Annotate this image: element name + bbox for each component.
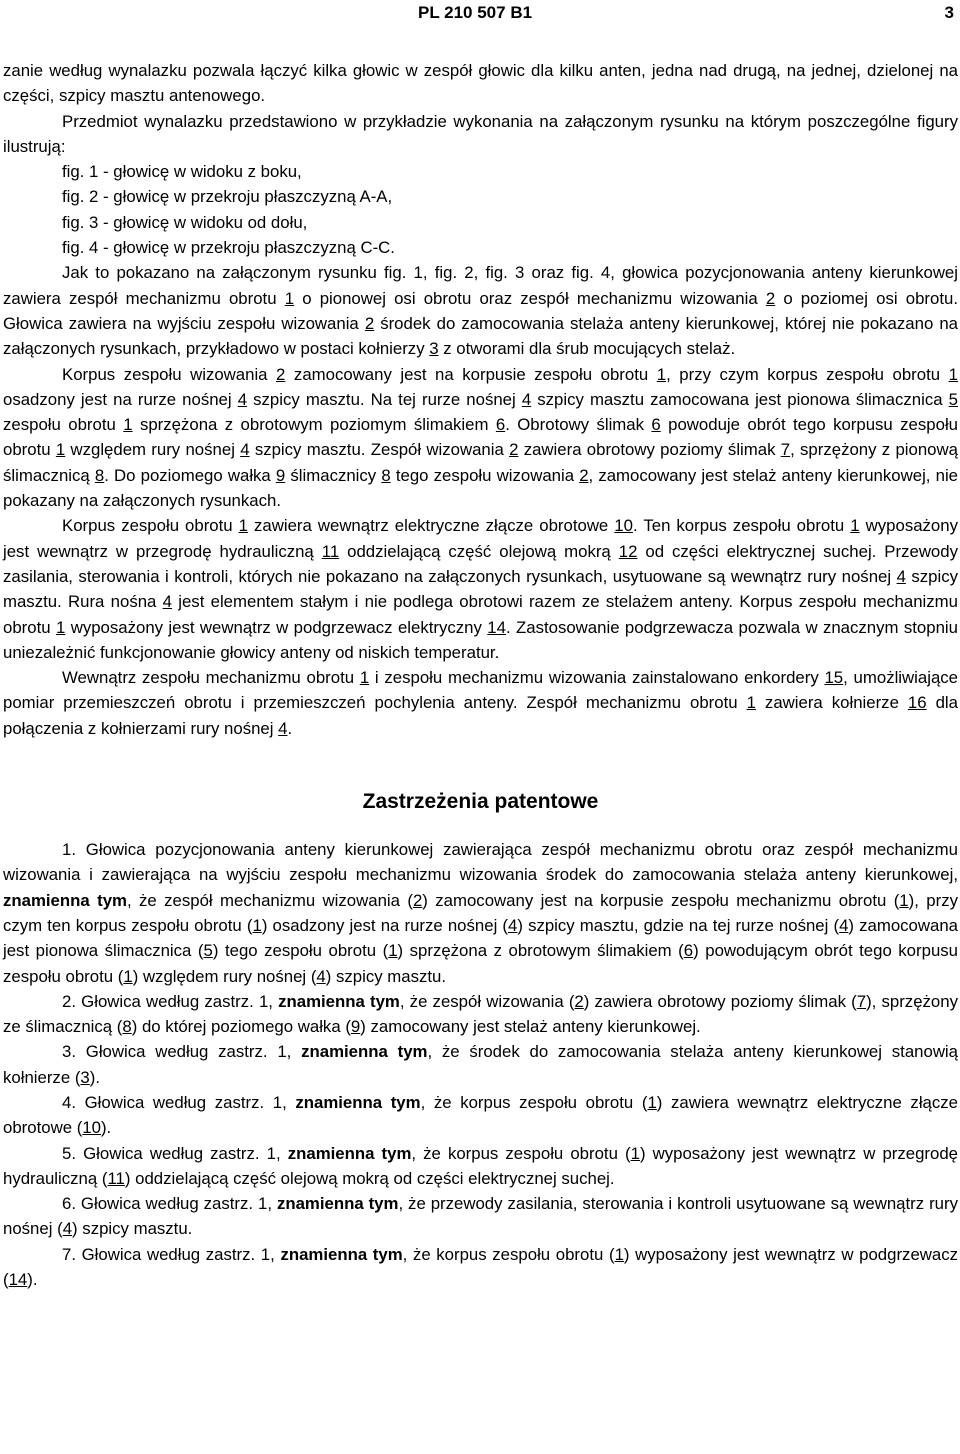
page-number: 3 — [944, 3, 954, 22]
reference-numeral: 6 — [683, 941, 694, 961]
figure-list-item: fig. 3 - głowicę w widoku od dołu, — [62, 212, 308, 232]
reference-numeral: 7 — [780, 440, 791, 460]
reference-numeral: 1 — [359, 668, 370, 688]
claim-2: 2. Głowica według zastrz. 1, znamienna tym, że zespół wizowania (2) zawiera obrotowy poziomy ślimak (7), sprzężony ze ślimacznicą (8) do której poziomego wałka (9) zamocowany jest stelaż anteny kierunkowej. — [3, 991, 958, 1037]
reference-numeral: 9 — [275, 465, 286, 485]
reference-numeral: 4 — [278, 718, 288, 738]
claim-1: 1. Głowica pozycjonowania anteny kierunkowej zawierająca zespół mechanizmu obrotu oraz zespół mechanizmu wizowania i zawierająca na wyjściu zespołu mechanizmu wizowania środek do zamocowania stelaża anteny kierunkowej, znamienna tym, że zespół mechanizmu wizowania (2) zamocowany jest na korpusie zespołu mechanizmu obrotu (1), przy czym ten korpus zespołu obrotu (1) osadzony jest na rurze nośnej (4) szpicy masztu, gdzie na tej rurze nośnej (4) zamocowana jest pionowa ślimacznica (5) tego zespołu obrotu (1) sprzężona z obrotowym ślimakiem (6) powodującym obrót tego korpusu zespołu obrotu (1) względem rury nośnej (4) szpicy masztu. — [3, 840, 959, 986]
reference-numeral: 11 — [107, 1168, 125, 1188]
figure-list-item: fig. 4 - głowicę w przekroju płaszczyzną C-C. — [62, 238, 395, 258]
reference-numeral: 12 — [618, 541, 638, 561]
reference-numeral: 4 — [896, 566, 906, 586]
reference-numeral: 6 — [651, 415, 661, 435]
reference-numeral: 10 — [614, 516, 633, 536]
reference-numeral: 3 — [80, 1067, 90, 1087]
reference-numeral: 2 — [276, 364, 286, 384]
paragraph-encoders: Wewnątrz zespołu mechanizmu obrotu 1 i zespołu mechanizmu wizowania zainstalowano enkordery 15, umożliwiające pomiar przemieszczeń obrotu i przemieszczeń pochylenia anteny. Zespół mechanizmu obrotu 1 zawiera kołnierze 16 dla połączenia z kołnierzami rury nośnej 4. — [3, 668, 959, 738]
reference-numeral: 5 — [203, 941, 213, 961]
reference-numeral: 1 — [899, 890, 909, 910]
paragraph-continuation: zanie według wynalazku pozwala łączyć kilka głowic w zespół głowic dla kilku anten, jedna nad drugą, na jednej, dzielonej na części, szpicy masztu antenowego. — [3, 61, 958, 106]
reference-numeral: 1 — [252, 915, 262, 935]
reference-numeral: 11 — [321, 541, 340, 561]
reference-numeral: 6 — [495, 415, 506, 435]
reference-numeral: 4 — [508, 915, 518, 935]
claims-heading: Zastrzeżenia patentowe — [362, 790, 599, 814]
reference-numeral: 1 — [55, 617, 66, 637]
reference-numeral: 15 — [824, 668, 844, 688]
reference-numeral: 1 — [238, 516, 248, 536]
reference-numeral: 5 — [948, 389, 958, 409]
reference-numeral: 1 — [614, 1244, 624, 1264]
reference-numeral: 4 — [240, 440, 250, 460]
reference-numeral: 1 — [388, 941, 398, 961]
publication-number: PL 210 507 B1 — [418, 3, 533, 22]
paragraph-figures-intro: Przedmiot wynalazku przedstawiono w przykładzie wykonania na załączonym rysunku na którym poszczególne figury ilustrują: — [3, 111, 958, 156]
reference-numeral: 16 — [907, 693, 927, 713]
reference-numeral: 10 — [82, 1118, 101, 1138]
reference-numeral: 9 — [350, 1017, 361, 1037]
figure-list-item: fig. 2 - głowicę w przekroju płaszczyzną A-A, — [62, 187, 393, 207]
reference-numeral: 1 — [123, 415, 133, 435]
reference-numeral: 1 — [746, 693, 756, 713]
claim-6: 6. Głowica według zastrz. 1, znamienna tym, że przewody zasilania, sterowania i kontroli usytuowane są wewnątrz rury nośnej (4) szpicy masztu. — [3, 1194, 958, 1239]
reference-numeral: 1 — [656, 364, 667, 384]
reference-numeral: 4 — [237, 389, 248, 409]
reference-numeral: 8 — [381, 465, 391, 485]
reference-numeral: 4 — [521, 389, 532, 409]
claim-5: 5. Głowica według zastrz. 1, znamienna tym, że korpus zespołu obrotu (1) wyposażony jest wewnątrz w przegrodę hydrauliczną (11) oddzielającą część olejową mokrą od części elektrycznej suchej. — [3, 1143, 959, 1188]
reference-numeral: 4 — [62, 1219, 73, 1239]
paragraph-rotation-body: Korpus zespołu obrotu 1 zawiera wewnątrz elektryczne złącze obrotowe 10. Ten korpus zespołu obrotu 1 wyposażony jest wewnątrz w przegrodę hydrauliczną 11 oddzielającą część olejową mokrą 12 od części elektrycznej suchej. Przewody zasilania, sterowania i kontroli, których nie pokazano na załączonych rysunkach, usytuowane są wewnątrz rury nośnej 4 szpicy masztu. Rura nośna 4 jest elementem stałym i nie podlega obrotowi razem ze stelażem anteny. Korpus zespołu mechanizmu obrotu 1 wyposażony jest wewnątrz w podgrzewacz elektryczny 14. Zastosowanie podgrzewacza pozwala w znacznym stopniu uniezależnić funkcjonowanie głowicy anteny od niskich temperatur. — [3, 516, 958, 662]
reference-numeral: 1 — [647, 1092, 657, 1112]
reference-numeral: 4 — [839, 915, 849, 935]
reference-numeral: 3 — [429, 339, 439, 359]
reference-numeral: 14 — [487, 617, 506, 637]
reference-numeral: 2 — [574, 991, 584, 1011]
document-body — [3, 58, 958, 1292]
reference-numeral: 1 — [630, 1143, 640, 1163]
reference-numeral: 8 — [94, 465, 105, 485]
reference-numeral: 4 — [316, 966, 326, 986]
paragraph-sighting-assembly: Korpus zespołu wizowania 2 zamocowany jest na korpusie zespołu obrotu 1, przy czym korpus zespołu obrotu 1 osadzony jest na rurze nośnej 4 szpicy masztu. Na tej rurze nośnej 4 szpicy masztu zamocowana jest pionowa ślimacznica 5 zespołu obrotu 1 sprzężona z obrotowym poziomym ślimakiem 6. Obrotowy ślimak 6 powoduje obrót tego korpusu zespołu obrotu 1 względem rury nośnej 4 szpicy masztu. Zespół wizowania 2 zawiera obrotowy poziomy ślimak 7, sprzężony z pionową ślimacznicą 8. Do poziomego wałka 9 ślimacznicy 8 tego zespołu wizowania 2, zamocowany jest stelaż anteny kierunkowej, nie pokazany na załączonych rysunkach. — [3, 364, 959, 511]
reference-numeral: 7 — [856, 991, 867, 1011]
reference-numeral: 14 — [8, 1270, 28, 1290]
reference-numeral: 1 — [284, 288, 295, 308]
reference-numeral: 8 — [122, 1017, 132, 1037]
figure-list-item: fig. 1 - głowicę w widoku z boku, — [62, 162, 302, 182]
reference-numeral: 1 — [850, 516, 860, 536]
reference-numeral: 2 — [364, 313, 375, 333]
reference-numeral: 2 — [579, 465, 589, 485]
paragraph-head-structure: Jak to pokazano na załączonym rysunku fig. 1, fig. 2, fig. 3 oraz fig. 4, głowica pozycjonowania anteny kierunkowej zawiera zespół mechanizmu obrotu 1 o pionowej osi obrotu oraz zespół mechanizmu wizowania 2 o poziomej osi obrotu. Głowica zawiera na wyjściu zespołu wizowania 2 środek do zamocowania stelaża anteny kierunkowej, której nie pokazano na załączonych rysunkach, przykładowo w postaci kołnierzy 3 z otworami dla śrub mocujących stelaż. — [3, 263, 958, 359]
reference-numeral: 1 — [55, 440, 66, 460]
reference-numeral: 2 — [765, 288, 776, 308]
page-header — [0, 0, 960, 30]
reference-numeral: 1 — [123, 966, 133, 986]
reference-numeral: 1 — [948, 364, 958, 384]
figure-list — [3, 159, 958, 260]
claim-4: 4. Głowica według zastrz. 1, znamienna tym, że korpus zespołu obrotu (1) zawiera wewnątrz elektryczne złącze obrotowe (10). — [3, 1092, 958, 1138]
reference-numeral: 2 — [509, 440, 519, 460]
claim-3: 3. Głowica według zastrz. 1, znamienna tym, że środek do zamocowania stelaża anteny kierunkowej stanowią kołnierze (3). — [3, 1042, 958, 1087]
claim-7: 7. Głowica według zastrz. 1, znamienna tym, że korpus zespołu obrotu (1) wyposażony jest wewnątrz w podgrzewacz (14). — [3, 1244, 959, 1290]
reference-numeral: 4 — [162, 592, 172, 612]
reference-numeral: 2 — [412, 890, 423, 910]
